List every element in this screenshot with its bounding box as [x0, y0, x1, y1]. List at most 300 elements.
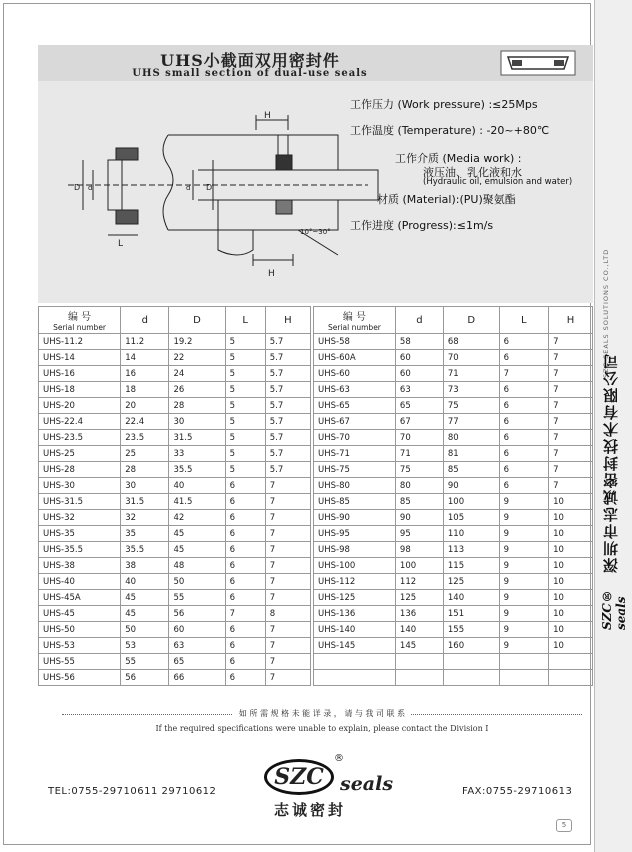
cell-D: 42 [169, 510, 225, 526]
table-header-row [314, 307, 593, 334]
col-header-L: L [225, 307, 265, 334]
cell-d: 100 [395, 558, 443, 574]
table-row [39, 606, 311, 622]
cell-L: 6 [225, 558, 265, 574]
cell-L: 5 [225, 446, 265, 462]
cell-H: 7 [549, 382, 593, 398]
cell-H: 7 [549, 478, 593, 494]
cell-H: 7 [549, 462, 593, 478]
cell-H: 7 [549, 430, 593, 446]
cell-d: 28 [121, 462, 169, 478]
cell-serial: UHS-35.5 [39, 542, 121, 558]
table-row [39, 654, 311, 670]
cell-H: 5.7 [265, 334, 310, 350]
cell-D: 155 [443, 622, 499, 638]
cell-D: 33 [169, 446, 225, 462]
cell-d: 38 [121, 558, 169, 574]
cell-D: 71 [443, 366, 499, 382]
cell-L: 6 [499, 430, 549, 446]
cell-L: 6 [225, 478, 265, 494]
cell-serial: UHS-45A [39, 590, 121, 606]
dim-label-l: L [118, 239, 124, 249]
cell-D: 90 [443, 478, 499, 494]
cell-L: 6 [225, 574, 265, 590]
cell-serial: UHS-112 [314, 574, 396, 590]
cell-H: 7 [265, 526, 310, 542]
cell-serial: UHS-75 [314, 462, 396, 478]
cell-D: 73 [443, 382, 499, 398]
table-row [39, 622, 311, 638]
cell-serial: UHS-11.2 [39, 334, 121, 350]
cell-serial: UHS-70 [314, 430, 396, 446]
cell-L: 9 [499, 494, 549, 510]
table-row [314, 526, 593, 542]
cell-D: 63 [169, 638, 225, 654]
cell-H: 10 [549, 622, 593, 638]
cell-d: 112 [395, 574, 443, 590]
table-row [314, 622, 593, 638]
cell-d: 23.5 [121, 430, 169, 446]
cell-H: 10 [549, 542, 593, 558]
cell-serial: UHS-38 [39, 558, 121, 574]
cell-D: 66 [169, 670, 225, 686]
table-row [314, 430, 593, 446]
table-row [39, 382, 311, 398]
cell-D: 70 [443, 350, 499, 366]
cell-H: 7 [265, 478, 310, 494]
table-row [39, 350, 311, 366]
cell-H: 7 [265, 670, 310, 686]
cell-L: 7 [499, 366, 549, 382]
cell-H: 10 [549, 558, 593, 574]
dim-label-h-top: H [264, 111, 271, 121]
cell-d: 60 [395, 350, 443, 366]
table-row [314, 478, 593, 494]
cell-L: 6 [225, 654, 265, 670]
cell-d: 90 [395, 510, 443, 526]
cell-L: 5 [225, 430, 265, 446]
cell-serial: UHS-20 [39, 398, 121, 414]
cell-D: 65 [169, 654, 225, 670]
table-row [314, 670, 593, 686]
cell-L: 5 [225, 382, 265, 398]
contact-note-en: If the required specifications were unable to explain, please contact the Division I [155, 724, 489, 733]
table-row [314, 510, 593, 526]
cell-D: 60 [169, 622, 225, 638]
cell-D: 19.2 [169, 334, 225, 350]
cell-serial: UHS-14 [39, 350, 121, 366]
cell-serial: UHS-65 [314, 398, 396, 414]
cell-D: 80 [443, 430, 499, 446]
cell-H: 5.7 [265, 446, 310, 462]
spec-progress: 工作进度 (Progress):≤1m/s [350, 219, 494, 232]
cell-H: 7 [549, 334, 593, 350]
cell-L: 6 [499, 446, 549, 462]
cell-H: 5.7 [265, 462, 310, 478]
cell-H: 8 [265, 606, 310, 622]
table-row [39, 478, 311, 494]
cell-d: 20 [121, 398, 169, 414]
cell-L [499, 670, 549, 686]
cell-L: 6 [499, 398, 549, 414]
cell-serial: UHS-50 [39, 622, 121, 638]
col-header-d: d [121, 307, 169, 334]
cell-D: 22 [169, 350, 225, 366]
cell-d: 136 [395, 606, 443, 622]
cell-serial: UHS-16 [39, 366, 121, 382]
cell-d: 75 [395, 462, 443, 478]
cell-L: 5 [225, 398, 265, 414]
cell-serial: UHS-23.5 [39, 430, 121, 446]
logo-chinese-name: 志诚密封 [274, 801, 347, 819]
table-row [39, 430, 311, 446]
table-row [314, 574, 593, 590]
cell-serial: UHS-18 [39, 382, 121, 398]
logo-mark: SZC [264, 759, 334, 795]
cell-H: 7 [265, 510, 310, 526]
cell-H: 7 [265, 494, 310, 510]
spec-media-label: 工作介质 (Media work) : [395, 152, 522, 165]
page-subtitle: UHS small section of dual-use seals [132, 68, 368, 79]
cell-L: 6 [225, 670, 265, 686]
table-row [39, 446, 311, 462]
cell-H: 10 [549, 510, 593, 526]
cell-H: 7 [265, 542, 310, 558]
cell-serial: UHS-90 [314, 510, 396, 526]
cell-d: 58 [395, 334, 443, 350]
cell-d: 45 [121, 606, 169, 622]
table-row [314, 446, 593, 462]
spec-material: 材质 (Material):(PU)聚氨酯 [377, 193, 516, 206]
cell-d: 67 [395, 414, 443, 430]
cell-d: 30 [121, 478, 169, 494]
cell-D: 125 [443, 574, 499, 590]
spec-table-right [313, 306, 593, 686]
cell-d: 18 [121, 382, 169, 398]
cell-D: 113 [443, 542, 499, 558]
cell-D: 45 [169, 526, 225, 542]
cell-d: 95 [395, 526, 443, 542]
cell-H: 10 [549, 574, 593, 590]
col-header-d: d [395, 307, 443, 334]
cell-serial: UHS-40 [39, 574, 121, 590]
cell-d: 35 [121, 526, 169, 542]
cell-d: 65 [395, 398, 443, 414]
cell-d: 70 [395, 430, 443, 446]
cell-d: 40 [121, 574, 169, 590]
cell-H: 7 [265, 622, 310, 638]
cell-serial: UHS-32 [39, 510, 121, 526]
cell-serial: UHS-58 [314, 334, 396, 350]
cell-D: 48 [169, 558, 225, 574]
table-row [314, 590, 593, 606]
cell-H: 10 [549, 494, 593, 510]
cell-serial: UHS-67 [314, 414, 396, 430]
cell-L: 9 [499, 590, 549, 606]
col-header-L: L [499, 307, 549, 334]
col-header-D: D [169, 307, 225, 334]
cell-serial: UHS-85 [314, 494, 396, 510]
cell-H: 7 [265, 558, 310, 574]
cell-serial: UHS-30 [39, 478, 121, 494]
cell-H: 5.7 [265, 382, 310, 398]
table-row [314, 366, 593, 382]
cell-serial: UHS-35 [39, 526, 121, 542]
cell-D: 28 [169, 398, 225, 414]
spec-media-zh: 液压油、乳化液和水 [423, 166, 522, 179]
table-row [39, 366, 311, 382]
cell-serial: UHS-80 [314, 478, 396, 494]
cell-serial: UHS-31.5 [39, 494, 121, 510]
cell-L: 5 [225, 462, 265, 478]
cell-d: 80 [395, 478, 443, 494]
cell-L: 9 [499, 622, 549, 638]
telephone: TEL:0755-29710611 29710612 [48, 786, 217, 797]
cell-L: 9 [499, 526, 549, 542]
cell-L: 6 [499, 350, 549, 366]
cell-D: 81 [443, 446, 499, 462]
cell-d: 32 [121, 510, 169, 526]
contact-note-zh: 如 所 需 规 格 未 能 详 录 ， 请 与 我 司 联 系 [62, 708, 582, 719]
cell-d: 35.5 [121, 542, 169, 558]
cell-L: 9 [499, 542, 549, 558]
cell-serial: UHS-60A [314, 350, 396, 366]
cell-serial: UHS-145 [314, 638, 396, 654]
dim-label-angle: 10°~30° [300, 228, 331, 236]
cell-L: 5 [225, 350, 265, 366]
seal-installation-diagram [38, 110, 388, 280]
cell-serial: UHS-98 [314, 542, 396, 558]
cell-d: 60 [395, 366, 443, 382]
table-row [314, 542, 593, 558]
dim-label-d-small-right: d [186, 184, 191, 192]
table-row [39, 494, 311, 510]
cell-serial: UHS-25 [39, 446, 121, 462]
cell-d: 45 [121, 590, 169, 606]
cell-L: 5 [225, 366, 265, 382]
cell-d: 16 [121, 366, 169, 382]
cell-d: 71 [395, 446, 443, 462]
cell-H: 7 [265, 654, 310, 670]
cell-L: 9 [499, 558, 549, 574]
cell-d: 85 [395, 494, 443, 510]
cell-H: 7 [549, 366, 593, 382]
cell-D: 55 [169, 590, 225, 606]
cell-L: 9 [499, 638, 549, 654]
cell-D: 75 [443, 398, 499, 414]
cell-serial: UHS-28 [39, 462, 121, 478]
cell-serial: UHS-136 [314, 606, 396, 622]
cell-D: 35.5 [169, 462, 225, 478]
table-row [314, 350, 593, 366]
spec-media-en: (Hydraulic oil, emulsion and water) [423, 177, 573, 187]
cell-L: 6 [499, 462, 549, 478]
cell-L: 6 [225, 622, 265, 638]
seal-thumbnail-icon [500, 50, 576, 76]
table-row [39, 510, 311, 526]
cell-D: 77 [443, 414, 499, 430]
cell-H: 5.7 [265, 366, 310, 382]
cell-serial: UHS-140 [314, 622, 396, 638]
specifications-panel [350, 98, 590, 245]
dim-label-h-bottom: H [268, 269, 275, 279]
col-header-H: H [265, 307, 310, 334]
cell-serial: UHS-60 [314, 366, 396, 382]
cell-D: 140 [443, 590, 499, 606]
cell-L: 6 [225, 542, 265, 558]
sidebar-company-en: SZC SEALS SOLUTIONS CO.,LTD [602, 248, 610, 378]
cell-d: 63 [395, 382, 443, 398]
cell-H: 7 [265, 590, 310, 606]
table-row [314, 494, 593, 510]
cell-H: 10 [549, 606, 593, 622]
cell-H: 5.7 [265, 398, 310, 414]
table-row [39, 558, 311, 574]
cell-serial: UHS-55 [39, 654, 121, 670]
cell-H [549, 670, 593, 686]
table-row [39, 414, 311, 430]
cell-D [443, 654, 499, 670]
cell-D: 160 [443, 638, 499, 654]
table-row [39, 542, 311, 558]
registered-mark: ® [334, 753, 344, 764]
sidebar-logo: SZC® seals [600, 589, 628, 630]
cell-H: 5.7 [265, 414, 310, 430]
cell-H: 7 [549, 398, 593, 414]
dim-label-d-right: D [206, 183, 213, 192]
cell-serial [314, 670, 396, 686]
cell-D [443, 670, 499, 686]
spec-temperature: 工作温度 (Temperature) : -20~+80℃ [350, 124, 550, 137]
table-row [39, 462, 311, 478]
cell-H: 10 [549, 526, 593, 542]
cell-L: 9 [499, 574, 549, 590]
cell-L: 6 [225, 494, 265, 510]
table-row [314, 606, 593, 622]
cell-D: 30 [169, 414, 225, 430]
cell-d [395, 654, 443, 670]
cell-H: 7 [549, 350, 593, 366]
cell-serial: UHS-95 [314, 526, 396, 542]
dim-label-d-small-left: d [88, 184, 93, 192]
cell-serial: UHS-100 [314, 558, 396, 574]
cell-d: 55 [121, 654, 169, 670]
cell-D: 41.5 [169, 494, 225, 510]
cell-H: 5.7 [265, 350, 310, 366]
table-row [39, 526, 311, 542]
cell-D: 40 [169, 478, 225, 494]
cell-D: 50 [169, 574, 225, 590]
table-row [314, 382, 593, 398]
table-row [314, 654, 593, 670]
cell-D: 105 [443, 510, 499, 526]
cell-serial: UHS-63 [314, 382, 396, 398]
cell-d: 145 [395, 638, 443, 654]
cell-d: 25 [121, 446, 169, 462]
spec-pressure: 工作压力 (Work pressure) :≤25Mps [350, 98, 538, 111]
table-row [39, 590, 311, 606]
table-row [39, 334, 311, 350]
col-header-serial: 编 号 Serial number [39, 307, 121, 334]
cell-D: 24 [169, 366, 225, 382]
table-header-row [39, 307, 311, 334]
cell-H [549, 654, 593, 670]
cell-d: 50 [121, 622, 169, 638]
cell-H: 7 [549, 446, 593, 462]
table-row [39, 638, 311, 654]
table-row [314, 638, 593, 654]
cell-H: 7 [265, 638, 310, 654]
cell-D: 31.5 [169, 430, 225, 446]
cell-L: 5 [225, 414, 265, 430]
cell-H: 5.7 [265, 430, 310, 446]
cell-L: 5 [225, 334, 265, 350]
cell-L: 6 [499, 478, 549, 494]
page-number: 5 [556, 819, 572, 832]
cell-serial: UHS-56 [39, 670, 121, 686]
col-header-D: D [443, 307, 499, 334]
table-row [39, 398, 311, 414]
cell-d: 53 [121, 638, 169, 654]
cell-serial [314, 654, 396, 670]
cell-d: 125 [395, 590, 443, 606]
cell-L: 6 [499, 414, 549, 430]
table-row [314, 414, 593, 430]
col-header-H: H [549, 307, 593, 334]
cell-L: 6 [225, 638, 265, 654]
cell-H: 7 [265, 574, 310, 590]
cell-d: 11.2 [121, 334, 169, 350]
company-logo [260, 753, 410, 823]
table-row [39, 670, 311, 686]
cell-serial: UHS-125 [314, 590, 396, 606]
cell-D: 45 [169, 542, 225, 558]
spec-table-left [38, 306, 311, 686]
cell-serial: UHS-22.4 [39, 414, 121, 430]
cell-D: 110 [443, 526, 499, 542]
cell-L: 6 [499, 382, 549, 398]
sidebar-company-name: 深圳市志诚密封技术有限公司 [602, 352, 620, 573]
cell-serial: UHS-53 [39, 638, 121, 654]
cell-H: 10 [549, 590, 593, 606]
cell-H: 7 [549, 414, 593, 430]
cell-L: 6 [225, 590, 265, 606]
dim-label-d-left: D [74, 183, 81, 192]
cell-D: 115 [443, 558, 499, 574]
cell-d: 56 [121, 670, 169, 686]
cell-d [395, 670, 443, 686]
cell-serial: UHS-45 [39, 606, 121, 622]
table-row [39, 574, 311, 590]
cell-D: 56 [169, 606, 225, 622]
page-title: UHS小截面双用密封件 [160, 51, 340, 70]
logo-wordmark: seals [340, 773, 394, 795]
fax-number: FAX:0755-29710613 [462, 786, 573, 797]
cell-L: 9 [499, 606, 549, 622]
cell-L: 6 [225, 510, 265, 526]
cell-d: 98 [395, 542, 443, 558]
table-row [314, 462, 593, 478]
table-row [314, 334, 593, 350]
table-row [314, 558, 593, 574]
cell-d: 31.5 [121, 494, 169, 510]
cell-L: 6 [225, 526, 265, 542]
cell-d: 140 [395, 622, 443, 638]
cell-D: 85 [443, 462, 499, 478]
table-row [314, 398, 593, 414]
cell-d: 14 [121, 350, 169, 366]
cell-serial: UHS-71 [314, 446, 396, 462]
